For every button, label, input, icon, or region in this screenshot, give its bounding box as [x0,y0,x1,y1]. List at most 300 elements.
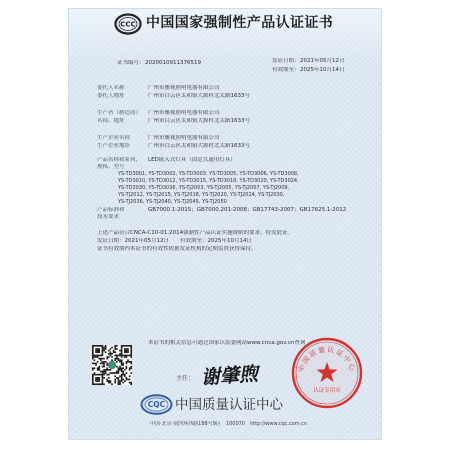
qr-module [102,358,104,360]
qr-module [114,372,116,374]
qr-module [106,367,108,369]
qr-module [110,348,112,350]
qr-module [122,363,124,365]
qr-module [102,350,104,352]
qr-module [97,380,99,382]
qr-module [102,372,104,374]
qr-module [100,371,102,373]
cert-no-label: 证书编号： [117,60,145,66]
qr-module [127,351,129,353]
qr-module [110,382,112,384]
qr-module [92,353,94,355]
qr-module [124,356,126,358]
qr-module [130,366,132,368]
qr-module [121,363,123,365]
qr-module [97,374,99,376]
statement-line: 发证日期：2021年05月12日 有效期至：2025年10月14日 [97,238,252,244]
qr-module [100,374,102,376]
statement-line: 上述产品符合CNCA-C10-01:2014强制性产品认证实施规则的要求，特发此证。 [97,230,294,236]
qr-module [119,366,121,368]
qr-module [98,374,100,376]
qr-module [100,358,102,360]
qr-module [98,355,100,357]
qr-module [94,355,96,357]
qr-module [126,351,128,353]
qr-module [121,345,123,347]
qr-module [116,358,118,360]
qr-module [119,367,121,369]
qr-module [103,366,105,368]
qr-module [130,356,132,358]
qr-module [129,355,131,357]
qr-module [122,364,124,366]
qr-center-logo-icon [108,361,115,368]
qr-module [121,355,123,357]
applicant-label: 委托人地址 [97,93,125,99]
manufacturer-name: 广州市雅视照明电器有限公司 [148,110,220,116]
qr-module [126,345,128,347]
qr-module [121,361,123,363]
product-model-line: YS-TD3030, YS-TD3036, YS-TJ2003, YS-TJ2005, YS-TJ2007, YS-TJ2009, [118,185,290,191]
qr-module [124,380,126,382]
qr-module [121,364,123,366]
qr-module [122,355,124,357]
qr-module [102,366,104,368]
qr-module [103,372,105,374]
qr-module [127,345,129,347]
product-model-line: YS-TJ2012, YS-TJ2015, YS-TJ2018, YS-TJ2020, YS-TJ2024, YS-TJ2030, [118,192,285,198]
qr-module [114,345,116,347]
qr-module [114,359,116,361]
cert-no: 2020010911376519 [145,60,201,66]
qr-module [98,348,100,350]
qr-module [97,383,99,385]
qr-module [118,380,120,382]
factory-name: 广州市雅视照明电器有限公司 [148,135,220,141]
qr-module [129,367,131,369]
qr-module [105,372,107,374]
product-model-line: YS-TJ2036, YS-TJ2040, YS-TJ2045, YS-TJ2050 [118,199,227,205]
qr-module [116,372,118,374]
qr-module [129,379,131,381]
qr-module [118,359,120,361]
qr-module [127,379,129,381]
qr-module [92,358,94,360]
qr-module [110,353,112,355]
qr-module [118,377,120,379]
qr-module [97,345,99,347]
qr-module [103,369,105,371]
qr-module [103,374,105,376]
qr-module [119,369,121,371]
qr-module [126,377,128,379]
qr-module [121,351,123,353]
qr-module [110,351,112,353]
qr-module [100,359,102,361]
qr-module [106,364,108,366]
qr-module [97,350,99,352]
issue-date-label: 发证日期： [272,58,300,64]
qr-module [102,347,104,349]
ccc-logo-text: CCC [120,20,136,29]
qr-module [121,380,123,382]
expiry-label: 有效期至： [272,67,300,73]
qr-module [95,380,97,382]
qr-module [114,358,116,360]
qr-module [124,375,126,377]
qr-module [94,345,96,347]
qr-module [126,372,128,374]
qr-module [95,364,97,366]
qr-module [105,371,107,373]
qr-module [92,379,94,381]
qr-module [92,347,94,349]
qr-module [116,361,118,363]
qr-module [114,347,116,349]
qr-module [105,361,107,363]
qr-module [103,350,105,352]
qr-module [126,356,128,358]
qr-module [111,383,113,385]
qr-module [111,356,113,358]
qr-module [116,348,118,350]
qr-module [103,377,105,379]
qr-module [130,347,132,349]
qr-module [92,377,94,379]
qr-module [94,374,96,376]
seal-ring-text: 中国质量认证中心 [297,345,357,374]
qr-module [118,372,120,374]
qr-module [106,358,108,360]
applicant-name: 广州市雅视照明电器有限公司 [148,85,220,91]
qr-module [100,383,102,385]
qr-module [122,367,124,369]
qr-module [121,369,123,371]
qr-module [102,383,104,385]
standards-label: 产品标准和 [97,207,125,213]
qr-module [118,355,120,357]
qr-module [106,374,108,376]
qr-module [92,345,94,347]
qr-module [119,353,121,355]
applicant-address: 广州市白云区太和镇大源村北太路1633号 [148,93,250,99]
standards-value: GB7000.1-2015；GB7000.201-2008；GB17743-2007；GB17625.1-2012 [148,207,347,213]
qr-module [124,369,126,371]
qr-module [106,363,108,365]
qr-module [127,359,129,361]
qr-module [130,350,132,352]
qr-module [92,380,94,382]
expiry-date: 2025年10月14日 [300,67,345,73]
qr-module [119,359,121,361]
qr-module [98,377,100,379]
qr-module [122,379,124,381]
qr-module [103,358,105,360]
qr-module [116,356,118,358]
qr-module [116,355,118,357]
qr-module [105,369,107,371]
qr-module [110,372,112,374]
qr-module [110,380,112,382]
qr-module [111,372,113,374]
qr-module [129,361,131,363]
qr-module [113,372,115,374]
qr-module [92,383,94,385]
manufacturer-address: 广州市白云区太和镇大源村北太路1633号 [148,118,250,124]
footer-address: 中国·北京·南四环西路188号9区 100070 http://www.cqc.com.cn [150,421,308,427]
qr-module [108,380,110,382]
qr-module [130,382,132,384]
qr-module [106,380,108,382]
qr-module [111,359,113,361]
qr-module [119,361,121,363]
qr-module [116,377,118,379]
statement-line: 证书有效期内本证书的有效性依据发证机构的定期监督获得保持。 [97,246,257,252]
seal-center-text: 认证专用章 [313,388,341,394]
qr-module [126,350,128,352]
qr-module [98,379,100,381]
qr-module [97,356,99,358]
qr-module [102,353,104,355]
certificate-title: 中国国家强制性产品认证证书 [146,15,334,31]
qr-module [106,379,108,381]
qr-module [127,355,129,357]
qr-module [119,382,121,384]
qr-module [121,367,123,369]
qr-module [122,371,124,373]
qr-module [111,353,113,355]
product-model-line: YS-TD3010, YS-TD3012, YS-TD3015, YS-TD3018, YS-TD3020, YS-TD3024, [118,178,299,184]
qr-module [102,374,104,376]
qr-module [97,369,99,371]
issue-date: 2021年05月12日 [300,58,345,64]
ccc-logo-icon [114,13,142,35]
qr-module [95,379,97,381]
qr-module [103,348,105,350]
qr-module [108,369,110,371]
qr-module [130,353,132,355]
qr-module [103,383,105,385]
qr-module [95,350,97,352]
qr-module [121,359,123,361]
qr-module [124,351,126,353]
qr-module [97,379,99,381]
manufacturer-label: 名称、地址 [97,118,125,124]
factory-label: 生产企业地址 [97,143,131,149]
qr-module [92,351,94,353]
qr-module [124,350,126,352]
qr-module [121,374,123,376]
qr-module [102,363,104,365]
qr-module [105,345,107,347]
qr-module [121,379,123,381]
qr-module [92,348,94,350]
qr-module [103,347,105,349]
qr-module [108,356,110,358]
qr-module [130,348,132,350]
qr-module [98,358,100,360]
qr-module [100,355,102,357]
qr-module [122,345,124,347]
qr-module [127,348,129,350]
qr-module [98,367,100,369]
qr-module [121,348,123,350]
qr-module [92,363,94,365]
qr-module [94,372,96,374]
qr-module [130,355,132,357]
qr-module [98,351,100,353]
qr-module [118,371,120,373]
qr-module [121,377,123,379]
qr-module [92,350,94,352]
product-label: 规格、型号 [97,164,125,170]
qr-module [130,383,132,385]
qr-module [103,363,105,365]
qr-module [114,382,116,384]
qr-module [98,383,100,385]
qr-module [102,379,104,381]
qr-module [92,369,94,371]
qr-module [94,383,96,385]
qr-module [114,355,116,357]
qr-module [122,382,124,384]
qr-module [92,367,94,369]
qr-module [121,375,123,377]
qr-module [118,379,120,381]
qr-module [102,382,104,384]
qr-module [116,345,118,347]
qr-module [105,348,107,350]
query-note: 本证书的相关信息可通过国家认监委网站www.cnca.gov.cn查询 [148,340,306,346]
qr-module [97,361,99,363]
official-seal [290,336,364,410]
qr-module [92,375,94,377]
qr-module [95,345,97,347]
qr-module [119,355,121,357]
qr-module [108,382,110,384]
qr-module [119,375,121,377]
qr-module [124,355,126,357]
product-name: LED嵌入式灯具（固定式通用灯具） [148,157,236,163]
qr-module [124,345,126,347]
qr-module [130,351,132,353]
qr-module [95,383,97,385]
qr-module [97,367,99,369]
qr-module [102,345,104,347]
qr-module [126,348,128,350]
qr-module [94,359,96,361]
qr-module [92,382,94,384]
qr-module [126,363,128,365]
qr-module [103,371,105,373]
qr-module [114,375,116,377]
qr-module [102,351,104,353]
qr-module [122,374,124,376]
qr-module [122,372,124,374]
qr-module [102,361,104,363]
qr-module [98,380,100,382]
qr-module [124,348,126,350]
qr-module [102,375,104,377]
manufacturer-label: 生产者（制造商） [97,110,142,116]
qr-module [92,355,94,357]
qr-module [94,363,96,365]
qr-module [118,358,120,360]
signature: 谢肇煦 [200,363,259,389]
qr-module [95,377,97,379]
qr-module [121,371,123,373]
product-label: 产品名称和系列、 [97,157,142,163]
standards-label: 技术要求 [97,214,120,220]
qr-module [102,377,104,379]
qr-module [92,374,94,376]
qr-module [129,345,131,347]
qr-module [95,356,97,358]
qr-module [130,363,132,365]
qr-module [103,364,105,366]
qr-module [118,367,120,369]
qr-module [126,366,128,368]
issuer-name: 中国质量认证中心 [175,397,283,413]
qr-module [130,345,132,347]
qr-module [113,350,115,352]
qr-module [95,348,97,350]
qr-module [98,350,100,352]
qr-module [116,371,118,373]
applicant-label: 委托人名称 [97,85,125,91]
signature-label: 主任： [176,375,195,382]
qr-module [126,367,128,369]
qr-module [111,347,113,349]
qr-module [130,361,132,363]
qr-module [116,366,118,368]
qr-module [119,380,121,382]
qr-module [121,356,123,358]
qr-module [130,367,132,369]
qr-module [114,351,116,353]
factory-address: 广州市白云区太和镇大源村北太路1633号 [148,143,250,149]
qr-module [127,361,129,363]
qr-module [102,348,104,350]
qr-module [105,351,107,353]
qr-module [95,351,97,353]
qr-module [106,369,108,371]
qr-module [98,345,100,347]
qr-module [94,367,96,369]
qr-module [118,369,120,371]
factory-label: 生产企业名称 [97,135,131,141]
qr-module [108,374,110,376]
qr-module [94,356,96,358]
qr-module [108,350,110,352]
qr-module [97,355,99,357]
qr-module [95,355,97,357]
qr-module [121,350,123,352]
qr-module [113,351,115,353]
qr-module [97,377,99,379]
cqc-logo-text: CQC [147,400,166,410]
qr-module [126,361,128,363]
qr-module [118,383,120,385]
qr-module [95,363,97,365]
qr-module [129,382,131,384]
qr-module [121,353,123,355]
qr-module [119,383,121,385]
qr-module [129,369,131,371]
qr-code [92,345,132,385]
qr-module [108,377,110,379]
qr-module [100,363,102,365]
